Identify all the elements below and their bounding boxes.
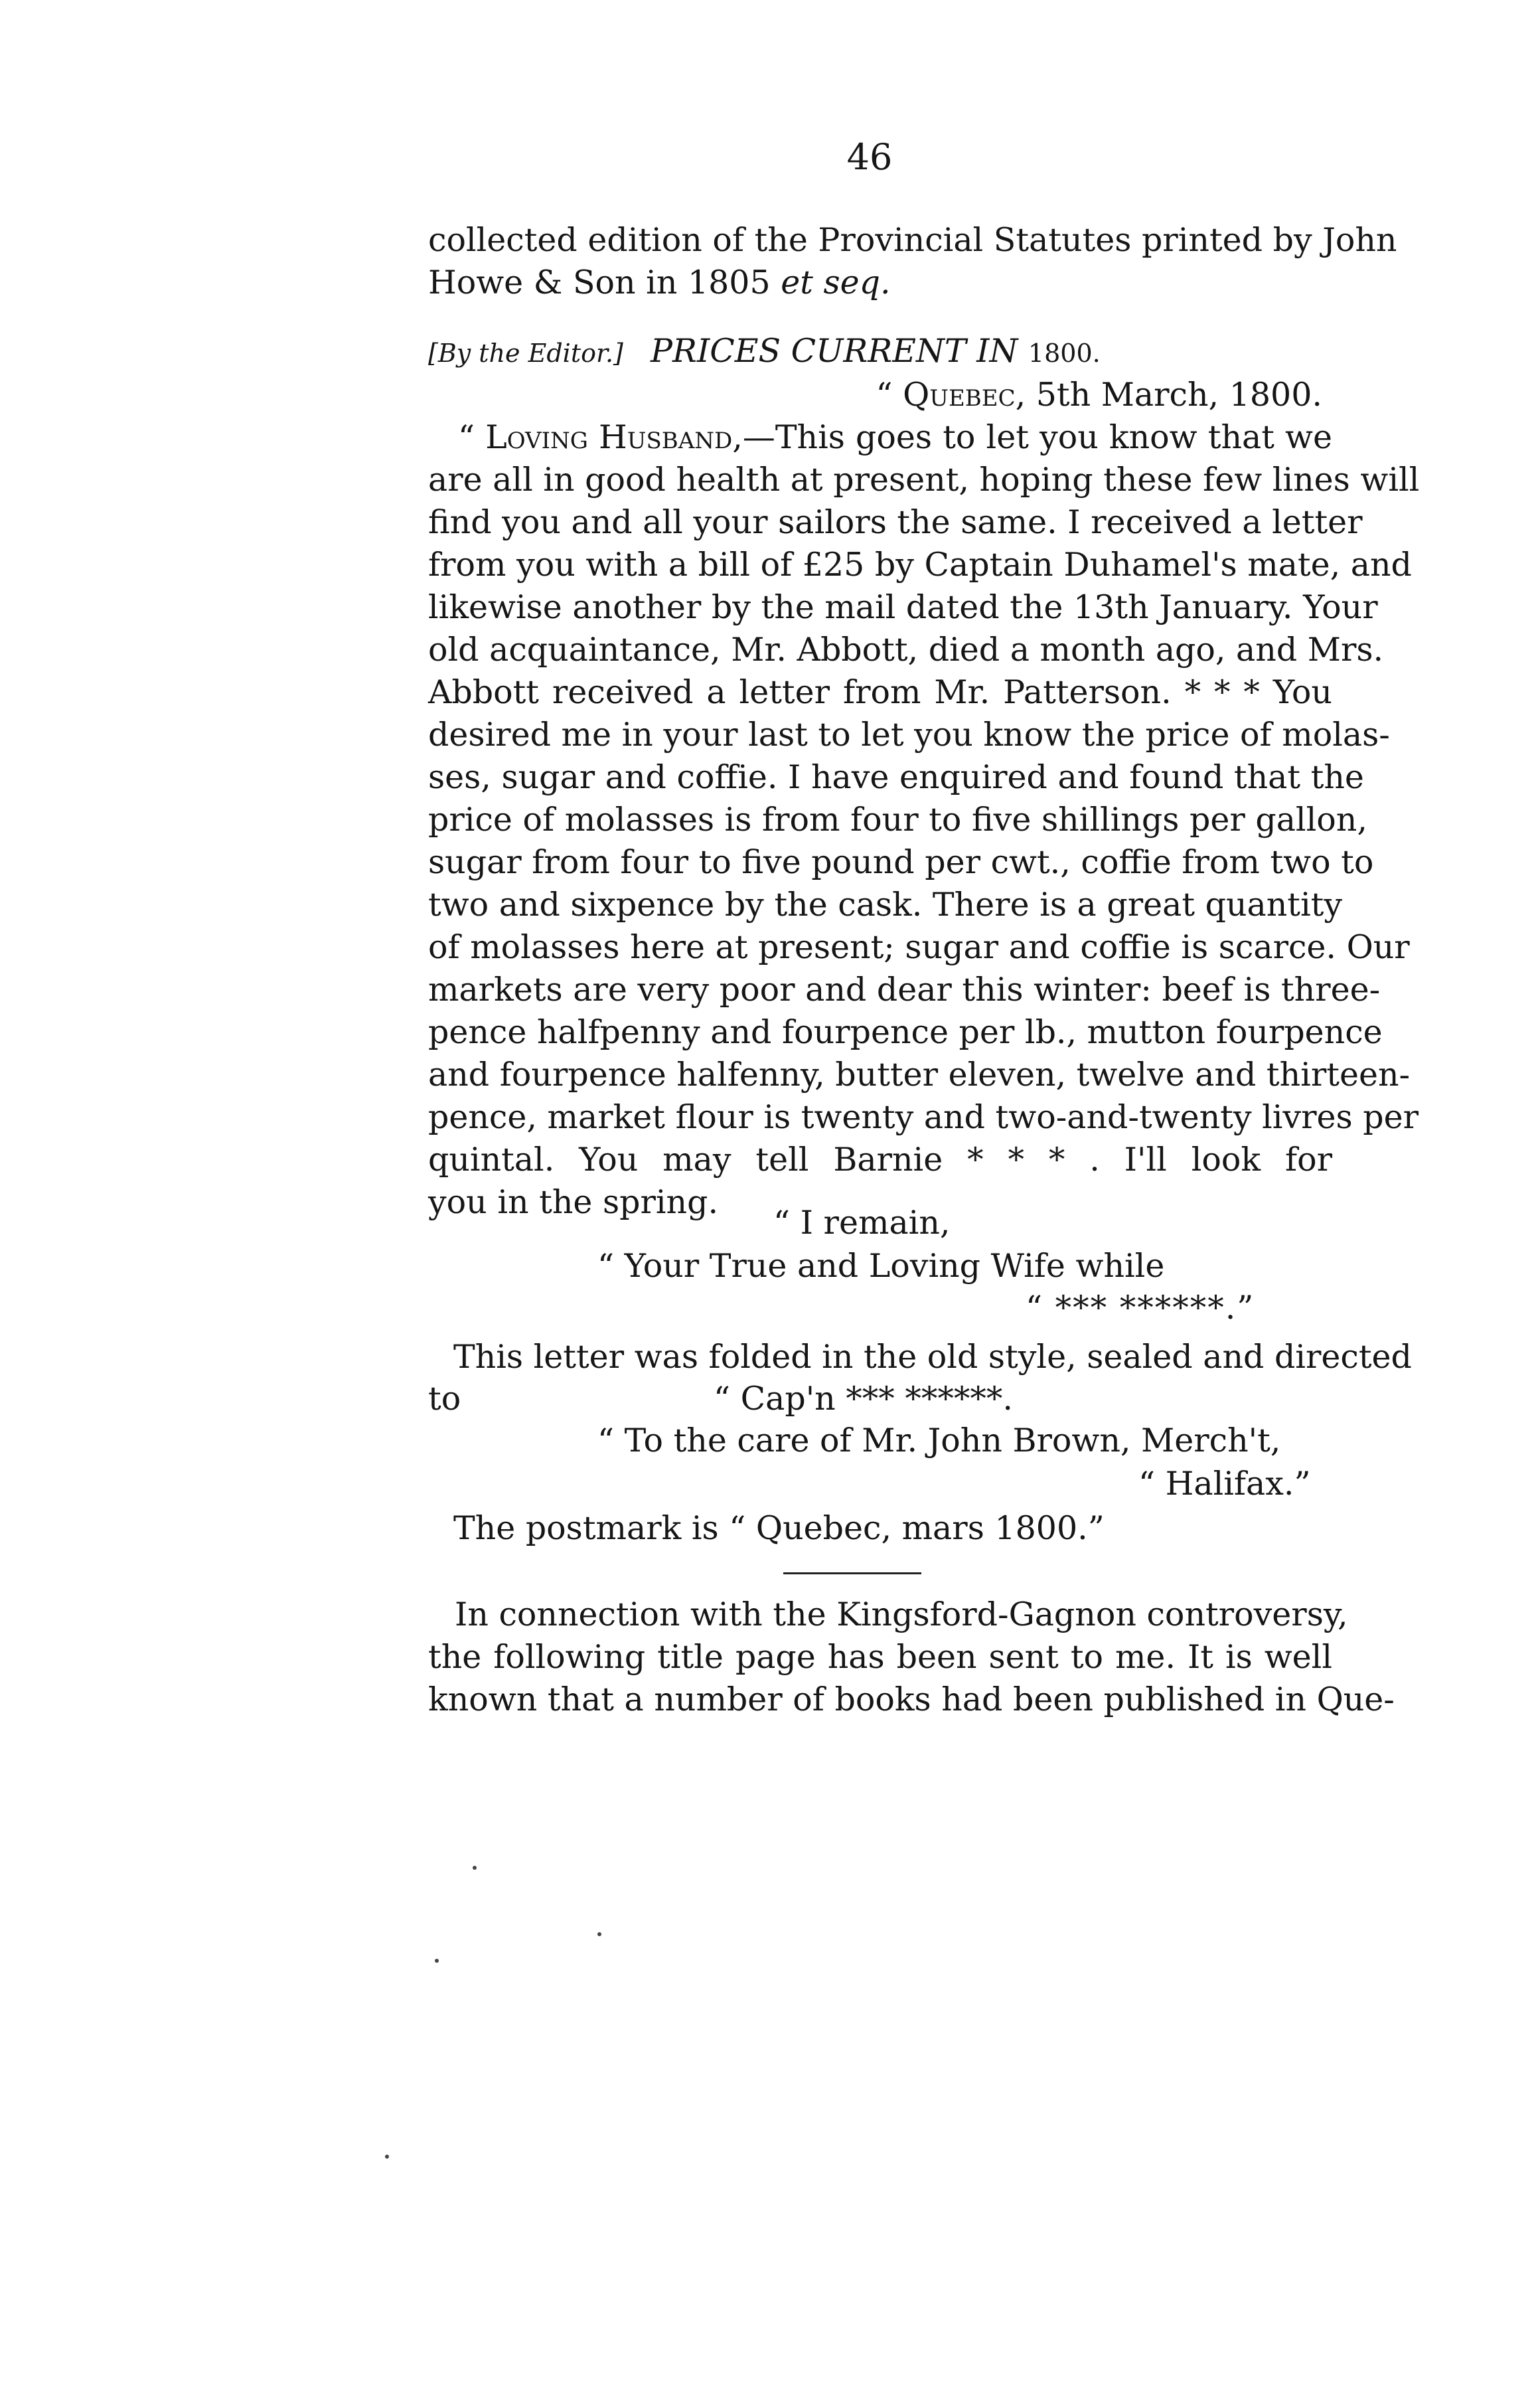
closing-wife: “ Your True and Loving Wife while — [597, 1247, 1165, 1285]
address-line: “ Cap'n *** ******. — [714, 1380, 1013, 1418]
dateline-city: Quebec, — [903, 376, 1026, 414]
text-line — [428, 262, 1332, 304]
note-line: This letter was folded in the old style, sealed and directed — [453, 1338, 1412, 1376]
text-line: old acquaintance, Mr. Abbott, died a month ago, and Mrs. — [428, 631, 1384, 669]
text-line: In connection with the Kingsford-Gagnon controversy, — [455, 1596, 1348, 1633]
text-line: are all in good health at present, hoping these few lines will — [428, 461, 1420, 499]
address-line: “ To the care of Mr. John Brown, Merch't, — [597, 1422, 1281, 1459]
heading-line — [428, 330, 1332, 374]
text-line: pence, market flour is twenty and two-and-twenty livres per — [428, 1098, 1419, 1136]
connection-paragraph — [428, 1594, 1395, 1721]
text-line: markets are very poor and dear this winter: beef is three- — [428, 971, 1381, 1009]
text-line: desired me in your last to let you know the price of molas- — [428, 716, 1390, 754]
text-span: “ — [458, 418, 486, 456]
text-span: —This goes to let you know that we — [742, 418, 1332, 456]
text-line: likewise another by the mail dated the 13th January. Your — [428, 588, 1378, 626]
scan-speck — [473, 1866, 477, 1870]
scan-speck — [597, 1932, 601, 1936]
dateline — [428, 374, 1332, 416]
closing-remain: “ I remain, — [773, 1204, 951, 1242]
heading-title: PRICES CURRENT IN — [651, 332, 1018, 370]
text-line: the following title page has been sent to me. It is well — [428, 1638, 1332, 1676]
text-line: and fourpence halfenny, butter eleven, twelve and thirteen- — [428, 1056, 1411, 1094]
text-line: ses, sugar and coffie. I have enquired and found that the — [428, 758, 1364, 796]
text-span: “ — [876, 376, 903, 414]
salutation — [428, 416, 1332, 459]
text-line: known that a number of books had been published in Que- — [428, 1681, 1395, 1718]
editor-credit: [By the Editor.] — [428, 339, 623, 368]
text-span: Howe & Son in 1805 — [428, 264, 781, 301]
text-line: collected edition of the Provincial Statutes printed by John — [428, 221, 1397, 259]
signature: “ *** ******.” — [1026, 1289, 1255, 1327]
text-line: from you with a bill of £25 by Captain Duhamel's mate, and — [428, 546, 1412, 584]
letter-body — [428, 374, 1420, 1224]
section-divider — [783, 1572, 921, 1574]
text-line: price of molasses is from four to five shillings per gallon, — [428, 801, 1367, 839]
text-line: Abbott received a letter from Mr. Patterson. * * * You — [428, 673, 1332, 711]
heading-year: 1800. — [1028, 339, 1101, 368]
section-heading — [428, 330, 1332, 374]
text-line: two and sixpence by the cask. There is a great quantity — [428, 886, 1343, 924]
address-line: “ Halifax.” — [1138, 1465, 1311, 1503]
scan-speck — [385, 2155, 389, 2159]
intro-paragraph — [428, 219, 1397, 304]
scan-speck — [435, 1959, 439, 1963]
salutation-name: Loving Husband, — [485, 418, 743, 456]
text-line: find you and all your sailors the same. I received a letter — [428, 503, 1363, 541]
postmark-line: The postmark is “ Quebec, mars 1800.” — [453, 1509, 1105, 1547]
text-line: of molasses here at present; sugar and coffie is scarce. Our — [428, 928, 1410, 966]
text-line: quintal. You may tell Barnie * * * . I'll look for — [428, 1141, 1332, 1179]
text-line: you in the spring. — [428, 1183, 719, 1221]
page-number: 46 — [846, 136, 893, 178]
italic-text: et seq. — [781, 264, 891, 301]
text-span: 5th March, 1800. — [1026, 376, 1322, 414]
note-to: to — [428, 1380, 461, 1418]
text-line: sugar from four to five pound per cwt., coffie from two to — [428, 843, 1374, 881]
text-line: pence halfpenny and fourpence per lb., mutton fourpence — [428, 1013, 1383, 1051]
